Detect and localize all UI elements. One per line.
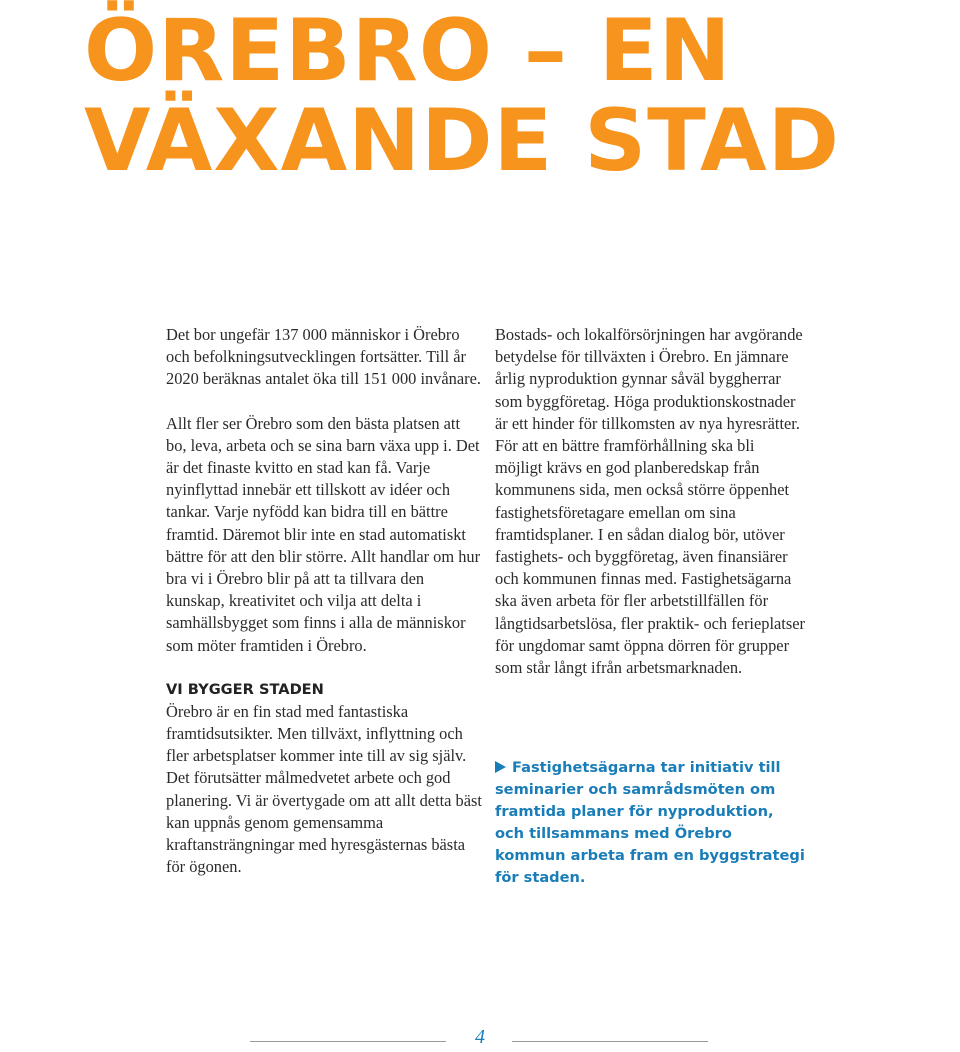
title-line-1: ÖREBRO – EN	[84, 1, 732, 101]
footer-rule-left	[250, 1041, 446, 1042]
callout	[495, 757, 805, 889]
section-heading: VI BYGGER STADEN	[166, 680, 324, 698]
section-paragraph: Örebro är en fin stad med fantastiska framtidsutsikter. Men tillväxt, inflyttning och fler arbetsplatser kommer inte till av sig själv. Det förutsätter målmedvetet arbete och god planering. Vi är övertygade om att allt detta bäst kan uppnås genom gemensamma kraftansträngningar med hyresgästernas bästa för ögonen.	[166, 701, 482, 877]
triangle-arrow-icon	[495, 761, 506, 773]
title-line-2: VÄXANDE STAD	[84, 91, 841, 191]
page-number: 4	[475, 1026, 485, 1048]
page-title	[84, 1, 841, 191]
left-column	[166, 324, 482, 900]
right-column	[495, 324, 805, 889]
footer-rule-right	[512, 1041, 708, 1042]
body-paragraph-right: Bostads- och lokalförsörjningen har avgörande betydelse för tillväxten i Örebro. En jämnare årlig nyproduktion gynnar såväl byggherrar som byggföretag. Höga produktionskostnader är ett hinder för tillkomsten av nya hyresrätter. För att en bättre framförhållning ska bli möjligt krävs en god planberedskap från kommunens sida, men också större öppenhet fastighetsföretagare emellan om sina framtidsplaner. I en sådan dialog bör, utöver fastighets- och byggföretag, även finansiärer och kommunen finnas med. Fastighetsägarna ska även arbeta för fler arbetstillfällen för långtidsarbetslösa, fler praktik- och ferieplatser för ungdomar samt öppna dörren för grupper som står långt ifrån arbetsmarknaden.	[495, 325, 805, 678]
callout-text: Fastighetsägarna tar initiativ till seminarier och samrådsmöten om framtida planer för nyproduktion, och tillsammans med Örebro kommun arbeta fram en byggstrategi för staden.	[495, 759, 805, 887]
intro-paragraph: Det bor ungefär 137 000 människor i Örebro och befolkningsutvecklingen fortsätter. Till år 2020 beräknas antalet öka till 151 000 invånare.	[166, 325, 481, 389]
body-paragraph: Allt fler ser Örebro som den bästa platsen att bo, leva, arbeta och se sina barn växa upp i. Det är det finaste kvitto en stad kan få. Varje nyinflyttad innebär ett tillskott av idéer och tankar. Varje nyfödd kan bidra till en bättre framtid. Däremot blir inte en stad automatiskt bättre för att den blir större. Allt handlar om hur bra vi i Örebro blir på att ta tillvara den kunskap, kreativitet och vilja att delta i samhällsbygget som finns i alla de människor som möter framtiden i Örebro.	[166, 413, 481, 655]
